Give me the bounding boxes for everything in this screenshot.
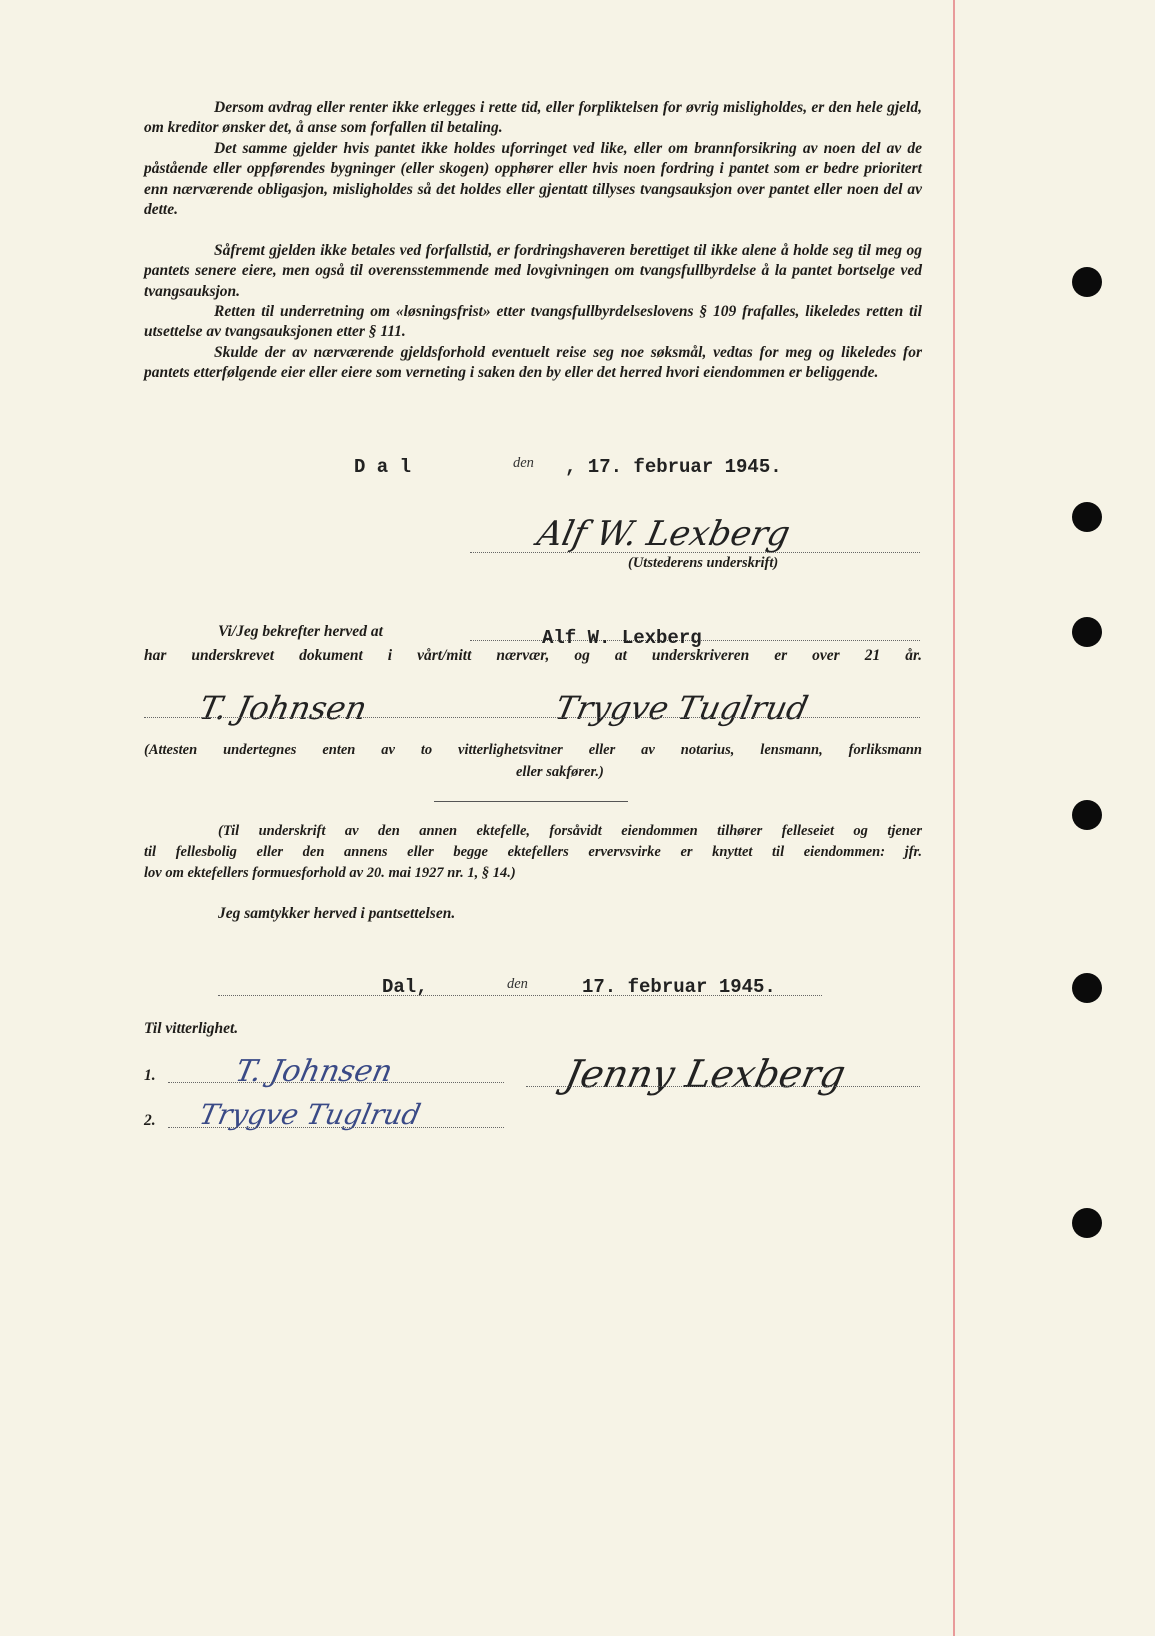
witness-2-line bbox=[168, 1127, 504, 1128]
witness-2-signature: Trygve Tuglrud bbox=[196, 1098, 424, 1131]
terms-paragraph-3: Såfremt gjelden ikke betales ved forfallstid, er fordringshaveren berettiget til ikke alene å holde seg til meg og pantets senere eiere, men også til overensstemmende med lovgivningen om tvangsfullbyrdelse å la pantet bortselge ved tvangsauksjon. bbox=[144, 242, 922, 300]
attestation-note-line-1: (Attesten undertegnes enten av to vitterlighetsvitner eller av notarius, lensmann, forliksmann bbox=[144, 742, 922, 758]
attestation-witness-line bbox=[144, 717, 920, 718]
red-margin-line bbox=[953, 0, 955, 1636]
spouse-note-line-3: lov om ektefellers formuesforhold av 20. mai 1927 nr. 1, § 14.) bbox=[144, 865, 516, 881]
attestation-typed-name: Alf W. Lexberg bbox=[542, 627, 702, 649]
punch-hole-2 bbox=[1072, 502, 1102, 532]
terms-paragraph-1: Dersom avdrag eller renter ikke erlegges i rette tid, eller forpliktelsen for øvrig misligholdes, er den hele gjeld, om kreditor ønsker det, å anse som forfallen til betaling. bbox=[144, 99, 922, 137]
attestation-witness-1-signature: T. Johnsen bbox=[195, 689, 371, 727]
witness-1-signature: T. Johnsen bbox=[232, 1054, 396, 1089]
issuer-signature-line bbox=[470, 552, 920, 553]
attestation-note-line-2: eller sakfører.) bbox=[516, 764, 604, 780]
section-divider bbox=[434, 801, 628, 802]
spouse-date: 17. februar 1945. bbox=[582, 976, 776, 998]
spouse-signature-line bbox=[526, 1086, 920, 1087]
witness-number-1: 1. bbox=[144, 1067, 156, 1084]
witness-label: Til vitterlighet. bbox=[144, 1020, 239, 1037]
issuer-signature: Alf W. Lexberg bbox=[533, 514, 794, 554]
attestation-prefix: Vi/Jeg bekrefter herved at bbox=[218, 623, 383, 640]
spouse-signature: Jenny Lexberg bbox=[561, 1052, 850, 1096]
terms-paragraph-4: Retten til underretning om «løsningsfrist» etter tvangsfullbyrdelseslovens § 109 frafalles, likeledes retten til utsettelse av tvangsauksjonen etter § 111. bbox=[144, 303, 922, 341]
punch-hole-4 bbox=[1072, 800, 1102, 830]
punch-hole-3 bbox=[1072, 617, 1102, 647]
issuer-signature-caption: (Utstederens underskrift) bbox=[628, 555, 779, 571]
terms-paragraph-5: Skulde der av nærværende gjeldsforhold eventuelt reise seg noe søksmål, vedtas for meg og likeledes for pantets etterfølgende eier eller eiere som verneting i saken den by eller det herred hvori eiendommen er beliggende. bbox=[144, 344, 922, 382]
witness-number-2: 2. bbox=[144, 1112, 156, 1129]
spouse-note-line-2: til fellesbolig eller den annens eller begge ektefellers ervervsvirke er knyttet til eiendommen: jfr. bbox=[144, 844, 922, 860]
issuer-den-label: den bbox=[513, 455, 534, 471]
spouse-den-label: den bbox=[507, 976, 528, 992]
spouse-note-line-1: (Til underskrift av den annen ektefelle, forsåvidt eiendommen tilhører felleseiet og tjener bbox=[218, 823, 922, 839]
issuer-place: D a l bbox=[354, 456, 412, 478]
punch-hole-1 bbox=[1072, 267, 1102, 297]
punch-hole-5 bbox=[1072, 973, 1102, 1003]
spouse-place: Dal, bbox=[382, 976, 428, 998]
spouse-date-line bbox=[218, 995, 822, 996]
witness-1-line bbox=[168, 1082, 504, 1083]
spouse-consent-statement: Jeg samtykker herved i pantsettelsen. bbox=[218, 905, 456, 922]
attestation-witness-2-signature: Trygve Tuglrud bbox=[551, 689, 812, 727]
attestation-statement: har underskrevet dokument i vårt/mitt nærvær, og at underskriveren er over 21 år. bbox=[144, 647, 922, 664]
terms-paragraph-2: Det samme gjelder hvis pantet ikke holdes uforringet ved like, eller om brannforsikring av noen del av de påstående eller oppførendes bygninger (eller skogen) opphører eller hvis noen fordring i pantet som er bedre prioritert enn nærværende obligasjon, misligholdes så det holdes eller gjentatt tillyses tvangsauksjon over pantet eller noen del av dette. bbox=[144, 140, 922, 218]
punch-hole-6 bbox=[1072, 1208, 1102, 1238]
issuer-date: , 17. februar 1945. bbox=[565, 456, 782, 478]
